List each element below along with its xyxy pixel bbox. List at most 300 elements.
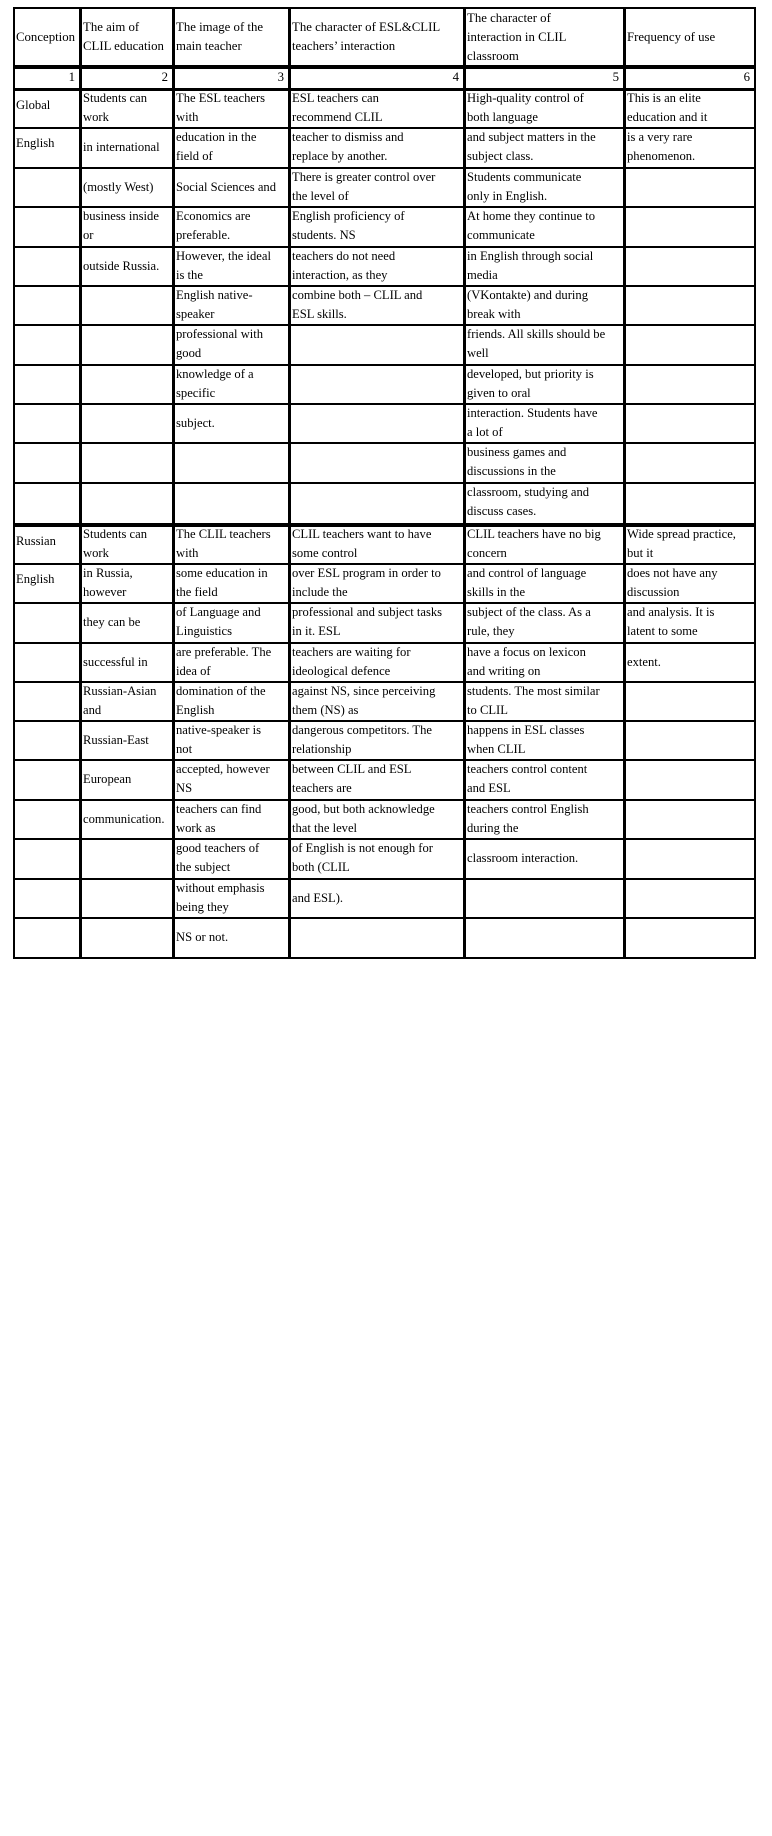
row-1-classroom-text-4 [467,207,622,245]
row-2-bottom-border-4 [289,957,465,959]
row-1-separator-7 [13,364,81,366]
row-2-separator-3 [80,642,174,644]
row-1-image-text-9 [176,414,287,433]
header-col1 [16,28,78,47]
row-2-classroom-text-2 [467,564,622,602]
column-number-5: 5 [612,70,619,84]
row-2-separator-8 [80,838,174,840]
row-2-frequency-text-3 [627,603,753,641]
row-2-separator-10 [13,917,81,919]
cell-text: (VKontakte) and during [467,288,589,302]
cell-text: European [83,772,132,786]
row-1-separator-3 [13,206,81,208]
row-2-frequency-text-1 [627,525,753,563]
cell-text: English native- [176,288,253,302]
row-1-image-text-7 [176,325,287,363]
row-2-separator-6 [13,759,81,761]
cell-text: outside Russia. [83,258,160,273]
cell-text: However, the ideal [176,249,271,263]
row-1-interaction-text-5 [292,247,462,285]
row-2-aim-text-8 [83,810,171,829]
cell-text: (mostly West) [83,179,154,194]
cell-text: that the level [292,821,358,835]
cell-text: At home they continue to [467,209,596,223]
row-1-separator-2 [80,167,174,169]
row-1-frequency-text-2 [627,128,753,166]
cell-text: field of [176,149,213,163]
row-1-separator-5 [624,285,756,287]
cell-text: without emphasis [176,881,265,895]
cell-text: education and it [627,110,708,124]
row-2-interaction-text-10 [292,889,462,908]
cell-text: teachers are [292,781,352,795]
cell-text: some control [292,546,358,560]
row-2-left-border-4 [289,525,291,959]
cell-text: High-quality control of [467,91,584,105]
number-row-left-border-3 [173,67,175,90]
cell-text: There is greater control over [292,170,436,184]
cell-text: students. The most similar [467,684,600,698]
row-1-image-text-5 [176,247,287,285]
row-2-separator-5 [80,720,174,722]
cell-text: is a very rare [627,130,693,144]
row-1-classroom-text-5 [467,247,622,285]
header-text: main teacher [176,39,242,53]
row-2-bottom-border-2 [80,957,174,959]
row-2-separator-4 [624,681,756,683]
number-row-left-border-1 [13,67,15,90]
header-text: Conception [16,29,75,44]
header-text: The character of ESL&CLIL [292,20,441,34]
row-2-aim-text-3 [83,613,171,632]
row-1-aim-text-4 [83,207,171,245]
row-2-classroom-text-4 [467,643,622,681]
row-2-interaction-text-5 [292,682,462,720]
row-1-separator-7 [624,364,756,366]
cell-text: NS [176,781,193,795]
number-row-left-border-5 [464,67,466,90]
row-1-left-border-6 [624,89,626,525]
row-1-classroom-text-1 [467,89,622,127]
header-left-border-5 [464,7,466,67]
cell-text: speaker [176,307,215,321]
cell-text: is the [176,268,203,282]
cell-text: good [176,346,202,360]
cell-text: however [83,585,127,599]
number-row-left-border-6 [624,67,626,90]
cell-text: professional with [176,327,264,341]
row-2-interaction-text-4 [292,643,462,681]
row-2-interaction-text-2 [292,564,462,602]
row-2-separator-10 [464,917,625,919]
cell-text: Wide spread practice, [627,527,736,541]
row-2-left-border-1 [13,525,15,959]
cell-text: given to oral [467,386,531,400]
cell-text: professional and subject tasks [292,605,443,619]
cell-text: teachers do not need [292,249,396,263]
cell-text: teachers control content [467,762,588,776]
row-2-conception-text-1 [16,532,78,551]
row-2-left-border-3 [173,525,175,959]
row-1-separator-1 [13,127,81,129]
row-1-classroom-text-9 [467,404,622,442]
cell-text: or [83,228,94,242]
row-1-separator-8 [13,403,81,405]
row-1-separator-6 [13,324,81,326]
row-2-classroom-text-9 [467,849,622,868]
row-1-separator-5 [13,285,81,287]
row-2-image-text-5 [176,682,287,720]
cell-text: friends. All skills should be [467,327,606,341]
header-top-border-6 [624,7,756,9]
cell-text: Students communicate [467,170,582,184]
row-2-interaction-text-7 [292,760,462,798]
row-1-interaction-text-2 [292,128,462,166]
cell-text: English [16,136,55,150]
cell-text: native-speaker is [176,723,261,737]
row-2-image-text-3 [176,603,287,641]
row-2-separator-9 [80,878,174,880]
header-left-border-3 [173,7,175,67]
cell-text: being they [176,900,229,914]
cell-text: communicate [467,228,535,242]
row-2-separator-10 [173,917,290,919]
row-1-separator-6 [624,324,756,326]
row-1-separator-6 [289,324,465,326]
column-number-1: 1 [68,70,75,84]
cell-text: and [83,703,102,717]
row-1-interaction-text-4 [292,207,462,245]
header-text: teachers’ interaction [292,39,396,53]
row-2-aim-text-7 [83,770,171,789]
cell-text: Social Sciences and [176,179,277,194]
cell-text: break with [467,307,521,321]
cell-text: against NS, since perceiving [292,684,436,698]
cell-text: only in English. [467,189,548,203]
row-1-left-border-4 [289,89,291,525]
cell-text: they can be [83,615,141,629]
row-2-aim-text-5 [83,682,171,720]
cell-text: subject. [176,415,215,430]
row-1-separator-4 [80,246,174,248]
header-right-border-6 [754,7,756,67]
row-2-separator-2 [80,602,174,604]
cell-text: Global [16,98,51,112]
cell-text: combine both – CLIL and [292,288,423,302]
cell-text: education in the [176,130,257,144]
row-2-bottom-border-6 [624,957,756,959]
row-2-image-text-8 [176,800,287,838]
cell-text: CLIL teachers have no big [467,527,601,541]
cell-text: extent. [627,654,661,669]
cell-text: in English through social [467,249,594,263]
cell-text: well [467,346,489,360]
cell-text: recommend CLIL [292,110,383,124]
cell-text: and ESL). [292,890,344,905]
row-1-aim-text-1 [83,89,171,127]
row-1-separator-9 [624,442,756,444]
header-left-border-4 [289,7,291,67]
header-col6 [627,28,753,47]
row-1-image-text-8 [176,365,287,403]
cell-text: The ESL teachers [176,91,266,105]
row-2-separator-3 [624,642,756,644]
row-2-aim-text-2 [83,564,171,602]
cell-text: relationship [292,742,352,756]
number-row-right-border-6 [754,67,756,90]
row-2-interaction-text-8 [292,800,462,838]
row-2-classroom-text-7 [467,760,622,798]
cell-text: The CLIL teachers [176,527,271,541]
cell-text: not [176,742,193,756]
row-1-interaction-text-3 [292,168,462,206]
cell-text: Economics are [176,209,251,223]
cell-text: in international [83,140,160,154]
row-1-separator-8 [80,403,174,405]
cell-text: have a focus on lexicon [467,645,586,659]
cell-text: work as [176,821,216,835]
row-1-separator-1 [80,127,174,129]
row-2-frequency-text-2 [627,564,753,602]
cell-text: Linguistics [176,624,232,638]
cell-text: them (NS) as [292,703,359,717]
header-text: Frequency of use [627,29,716,44]
row-2-separator-2 [13,602,81,604]
cell-text: in it. ESL [292,624,341,638]
cell-text: and control of language [467,566,587,580]
row-1-classroom-text-10 [467,443,622,481]
cell-text: English [176,703,215,717]
row-1-image-text-2 [176,128,287,166]
row-1-conception-text-1 [16,96,78,115]
cell-text: English [16,572,55,586]
cell-text: both language [467,110,538,124]
row-2-frequency-text-4 [627,653,753,672]
row-2-interaction-text-9 [292,839,462,877]
cell-text: discussions in the [467,464,556,478]
row-2-image-text-1 [176,525,287,563]
row-1-separator-2 [173,167,290,169]
cell-text: business inside [83,209,159,223]
cell-text: good teachers of [176,841,260,855]
cell-text: phenomenon. [627,149,696,163]
cell-text: in Russia, [83,566,133,580]
cell-text: with [176,546,199,560]
row-1-classroom-text-3 [467,168,622,206]
row-1-classroom-text-8 [467,365,622,403]
row-2-separator-10 [289,917,465,919]
row-2-separator-9 [624,878,756,880]
column-number-2: 2 [161,70,168,84]
row-2-separator-9 [464,878,625,880]
cell-text: the subject [176,860,231,874]
cell-text: but it [627,546,654,560]
row-1-separator-9 [289,442,465,444]
header-text: interaction in CLIL [467,29,567,44]
row-1-separator-10 [289,482,465,484]
cell-text: good, but both acknowledge [292,802,435,816]
row-1-image-text-6 [176,286,287,324]
row-2-classroom-text-3 [467,603,622,641]
row-1-separator-10 [173,482,290,484]
cell-text: teachers are waiting for [292,645,411,659]
cell-text: include the [292,585,348,599]
row-1-left-border-1 [13,89,15,525]
column-number-4: 4 [452,70,459,84]
column-number-3: 3 [277,70,284,84]
cell-text: idea of [176,664,211,678]
header-left-border-2 [80,7,82,67]
row-1-interaction-text-6 [292,286,462,324]
cell-text: domination of the [176,684,266,698]
row-2-image-text-2 [176,564,287,602]
cell-text: with [176,110,199,124]
cell-text: Students can [83,91,148,105]
header-top-border-2 [80,7,174,9]
row-2-separator-5 [13,720,81,722]
row-1-classroom-text-7 [467,325,622,363]
cell-text: over ESL program in order to [292,566,441,580]
row-2-separator-7 [80,799,174,801]
cell-text: Russian-Asian [83,684,157,698]
header-col5 [467,9,622,66]
number-row-left-border-2 [80,67,82,90]
row-2-separator-7 [624,799,756,801]
row-1-separator-10 [624,482,756,484]
header-top-border-4 [289,7,465,9]
cell-text: CLIL teachers want to have [292,527,432,541]
cell-text: preferable. [176,228,231,242]
cell-text: the level of [292,189,349,203]
row-2-separator-3 [13,642,81,644]
row-2-aim-text-4 [83,653,171,672]
cell-text: skills in the [467,585,526,599]
cell-text: when CLIL [467,742,526,756]
cell-text: teacher to dismiss and [292,130,404,144]
row-1-frequency-text-1 [627,89,753,127]
header-top-border-3 [173,7,290,9]
header-text: The image of the [176,20,264,34]
row-2-classroom-text-1 [467,525,622,563]
cell-text: ideological defence [292,664,391,678]
cell-text: business games and [467,445,567,459]
row-1-left-border-2 [80,89,82,525]
cell-text: between CLIL and ESL [292,762,412,776]
row-2-image-text-7 [176,760,287,798]
row-1-separator-7 [289,364,465,366]
row-1-separator-2 [13,167,81,169]
row-1-separator-4 [13,246,81,248]
row-1-right-border-6 [754,89,756,525]
row-2-image-text-4 [176,643,287,681]
header-text: classroom [467,48,519,63]
row-1-separator-2 [624,167,756,169]
row-1-interaction-text-1 [292,89,462,127]
cell-text: interaction. Students have [467,406,598,420]
row-1-separator-10 [80,482,174,484]
row-2-classroom-text-5 [467,682,622,720]
cell-text: does not have any [627,566,718,580]
row-2-image-text-6 [176,721,287,759]
row-2-separator-6 [624,759,756,761]
row-1-separator-8 [173,403,290,405]
cell-text: Russian [16,534,56,548]
cell-text: ESL teachers can [292,91,379,105]
row-1-image-text-3 [176,178,287,197]
row-2-interaction-text-3 [292,603,462,641]
row-2-image-text-11 [176,928,287,947]
row-1-separator-7 [80,364,174,366]
row-1-separator-8 [624,403,756,405]
row-2-separator-1 [13,563,81,565]
header-top-border-1 [13,7,81,9]
row-2-separator-4 [13,681,81,683]
cell-text: teachers can find [176,802,262,816]
row-2-separator-8 [13,838,81,840]
row-1-image-text-4 [176,207,287,245]
cell-text: of Language and [176,605,261,619]
row-2-separator-8 [464,838,625,840]
row-1-aim-text-5 [83,257,171,276]
header-left-border-6 [624,7,626,67]
cell-text: teachers control English [467,802,589,816]
cell-text: specific [176,386,216,400]
row-2-right-border-6 [754,525,756,959]
row-2-interaction-text-1 [292,525,462,563]
row-1-separator-6 [80,324,174,326]
cell-text: NS or not. [176,929,229,944]
header-text: The aim of [83,20,140,34]
row-2-classroom-text-8 [467,800,622,838]
cell-text: Russian-East [83,732,149,747]
cell-text: discussion [627,585,680,599]
cell-text: a lot of [467,425,503,439]
cell-text: the field [176,585,218,599]
cell-text: and subject matters in the [467,130,596,144]
cell-text: Students can [83,527,148,541]
row-2-separator-10 [624,917,756,919]
cell-text: happens in ESL classes [467,723,585,737]
row-2-interaction-text-6 [292,721,462,759]
cell-text: students. NS [292,228,356,242]
cell-text: during the [467,821,519,835]
cell-text: and writing on [467,664,541,678]
row-2-aim-text-1 [83,525,171,563]
row-1-separator-3 [624,206,756,208]
row-1-classroom-text-6 [467,286,622,324]
cell-text: ESL skills. [292,307,347,321]
cell-text: developed, but priority is [467,367,594,381]
cell-text: knowledge of a [176,367,254,381]
row-2-separator-10 [80,917,174,919]
row-2-separator-5 [624,720,756,722]
header-col2 [83,18,171,56]
row-2-classroom-text-6 [467,721,622,759]
row-2-separator-9 [13,878,81,880]
row-2-image-text-10 [176,879,287,917]
row-1-image-text-1 [176,89,287,127]
cell-text: concern [467,546,507,560]
row-2-separator-6 [80,759,174,761]
row-2-left-border-6 [624,525,626,959]
row-1-separator-8 [289,403,465,405]
header-text: CLIL education [83,39,164,53]
cell-text: rule, they [467,624,515,638]
row-2-left-border-5 [464,525,466,959]
row-2-separator-9 [289,878,465,880]
cell-text: accepted, however [176,762,270,776]
cell-text: and ESL [467,781,511,795]
